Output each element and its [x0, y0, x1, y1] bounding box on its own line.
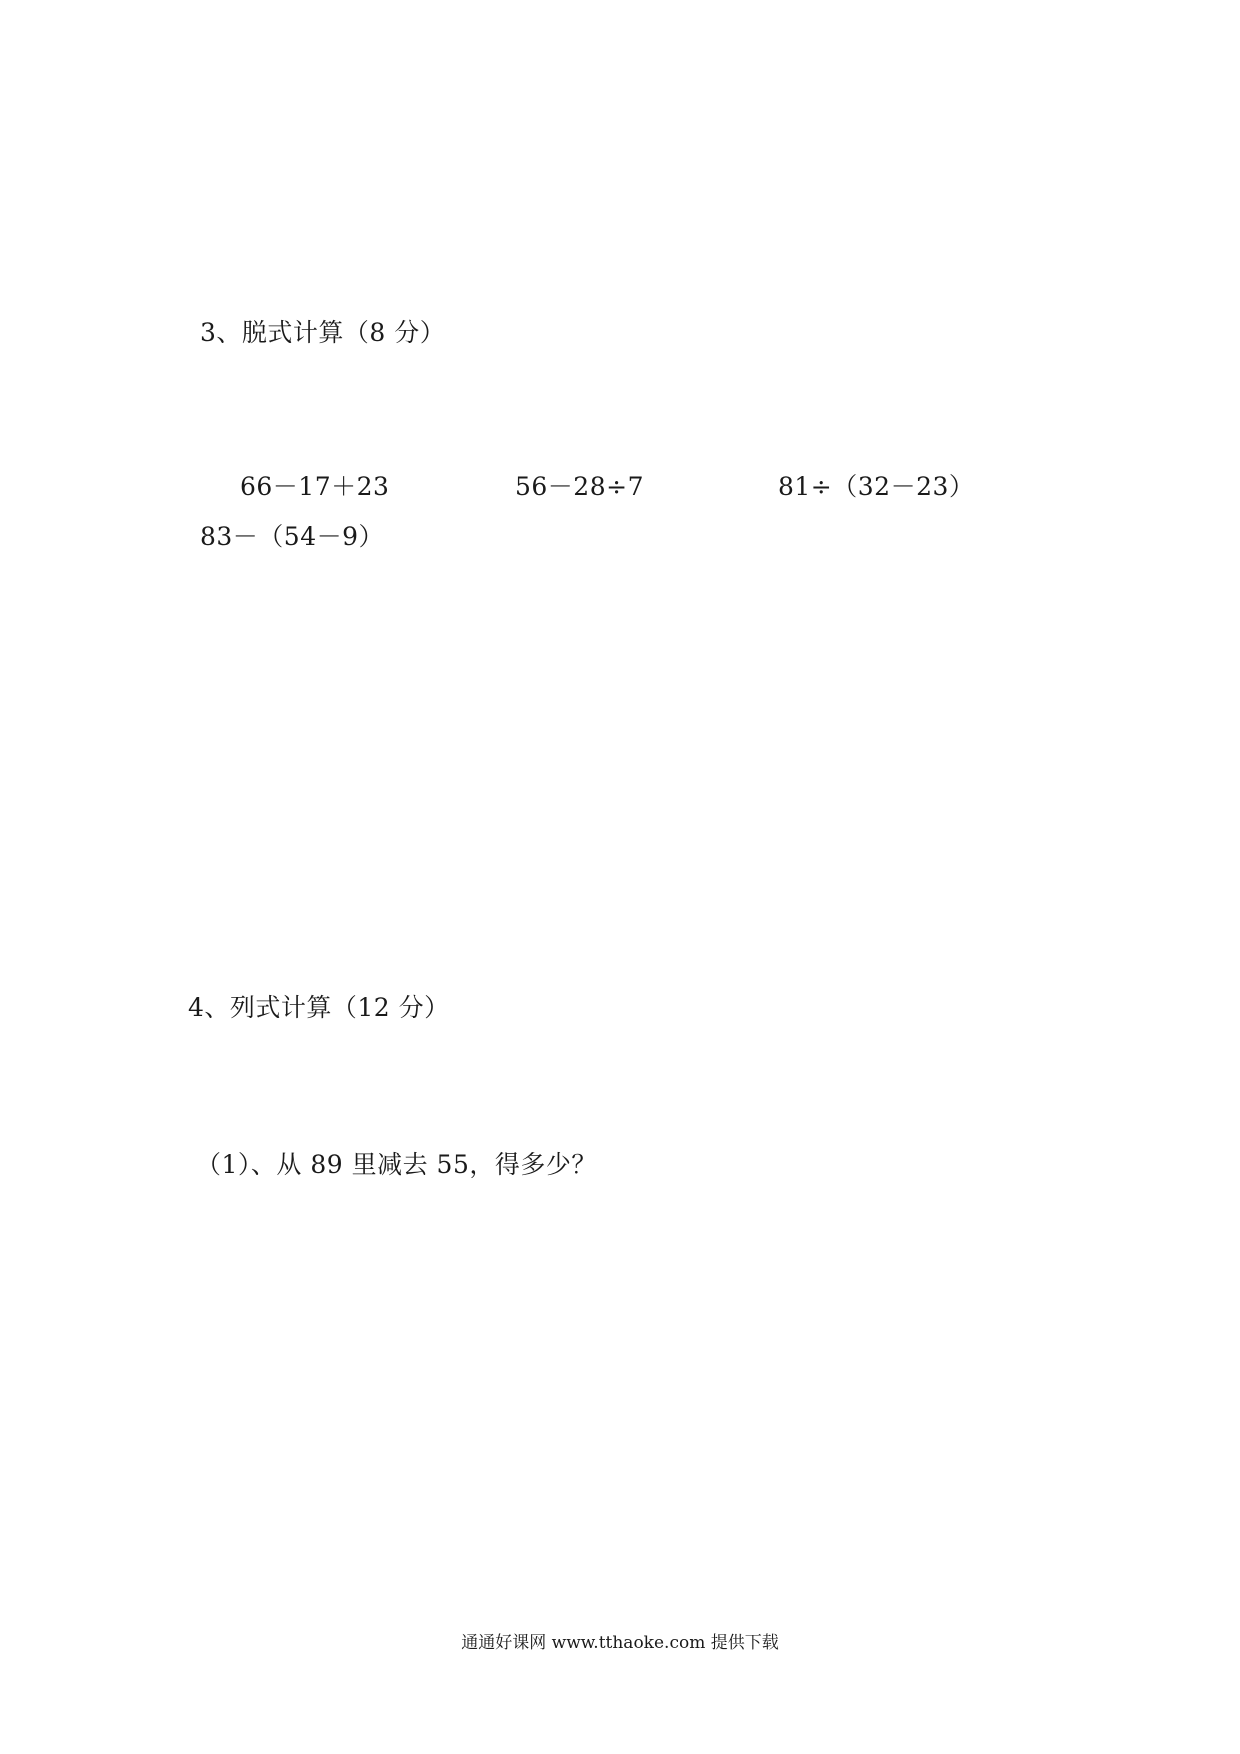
expression-3: 81÷（32－23）	[778, 472, 975, 501]
section-4-heading: 4、列式计算（12 分）	[188, 993, 450, 1022]
expression-2: 56－28÷7	[515, 472, 644, 501]
section-3-heading: 3、脱式计算（8 分）	[200, 318, 446, 347]
expression-1: 66－17＋23	[240, 472, 390, 501]
page-footer: 通通好课网 www.tthaoke.com 提供下载	[461, 1633, 779, 1653]
expression-4: 83－（54－9）	[200, 522, 385, 551]
question-1: （1）、从 89 里减去 55，得多少？	[196, 1150, 597, 1179]
